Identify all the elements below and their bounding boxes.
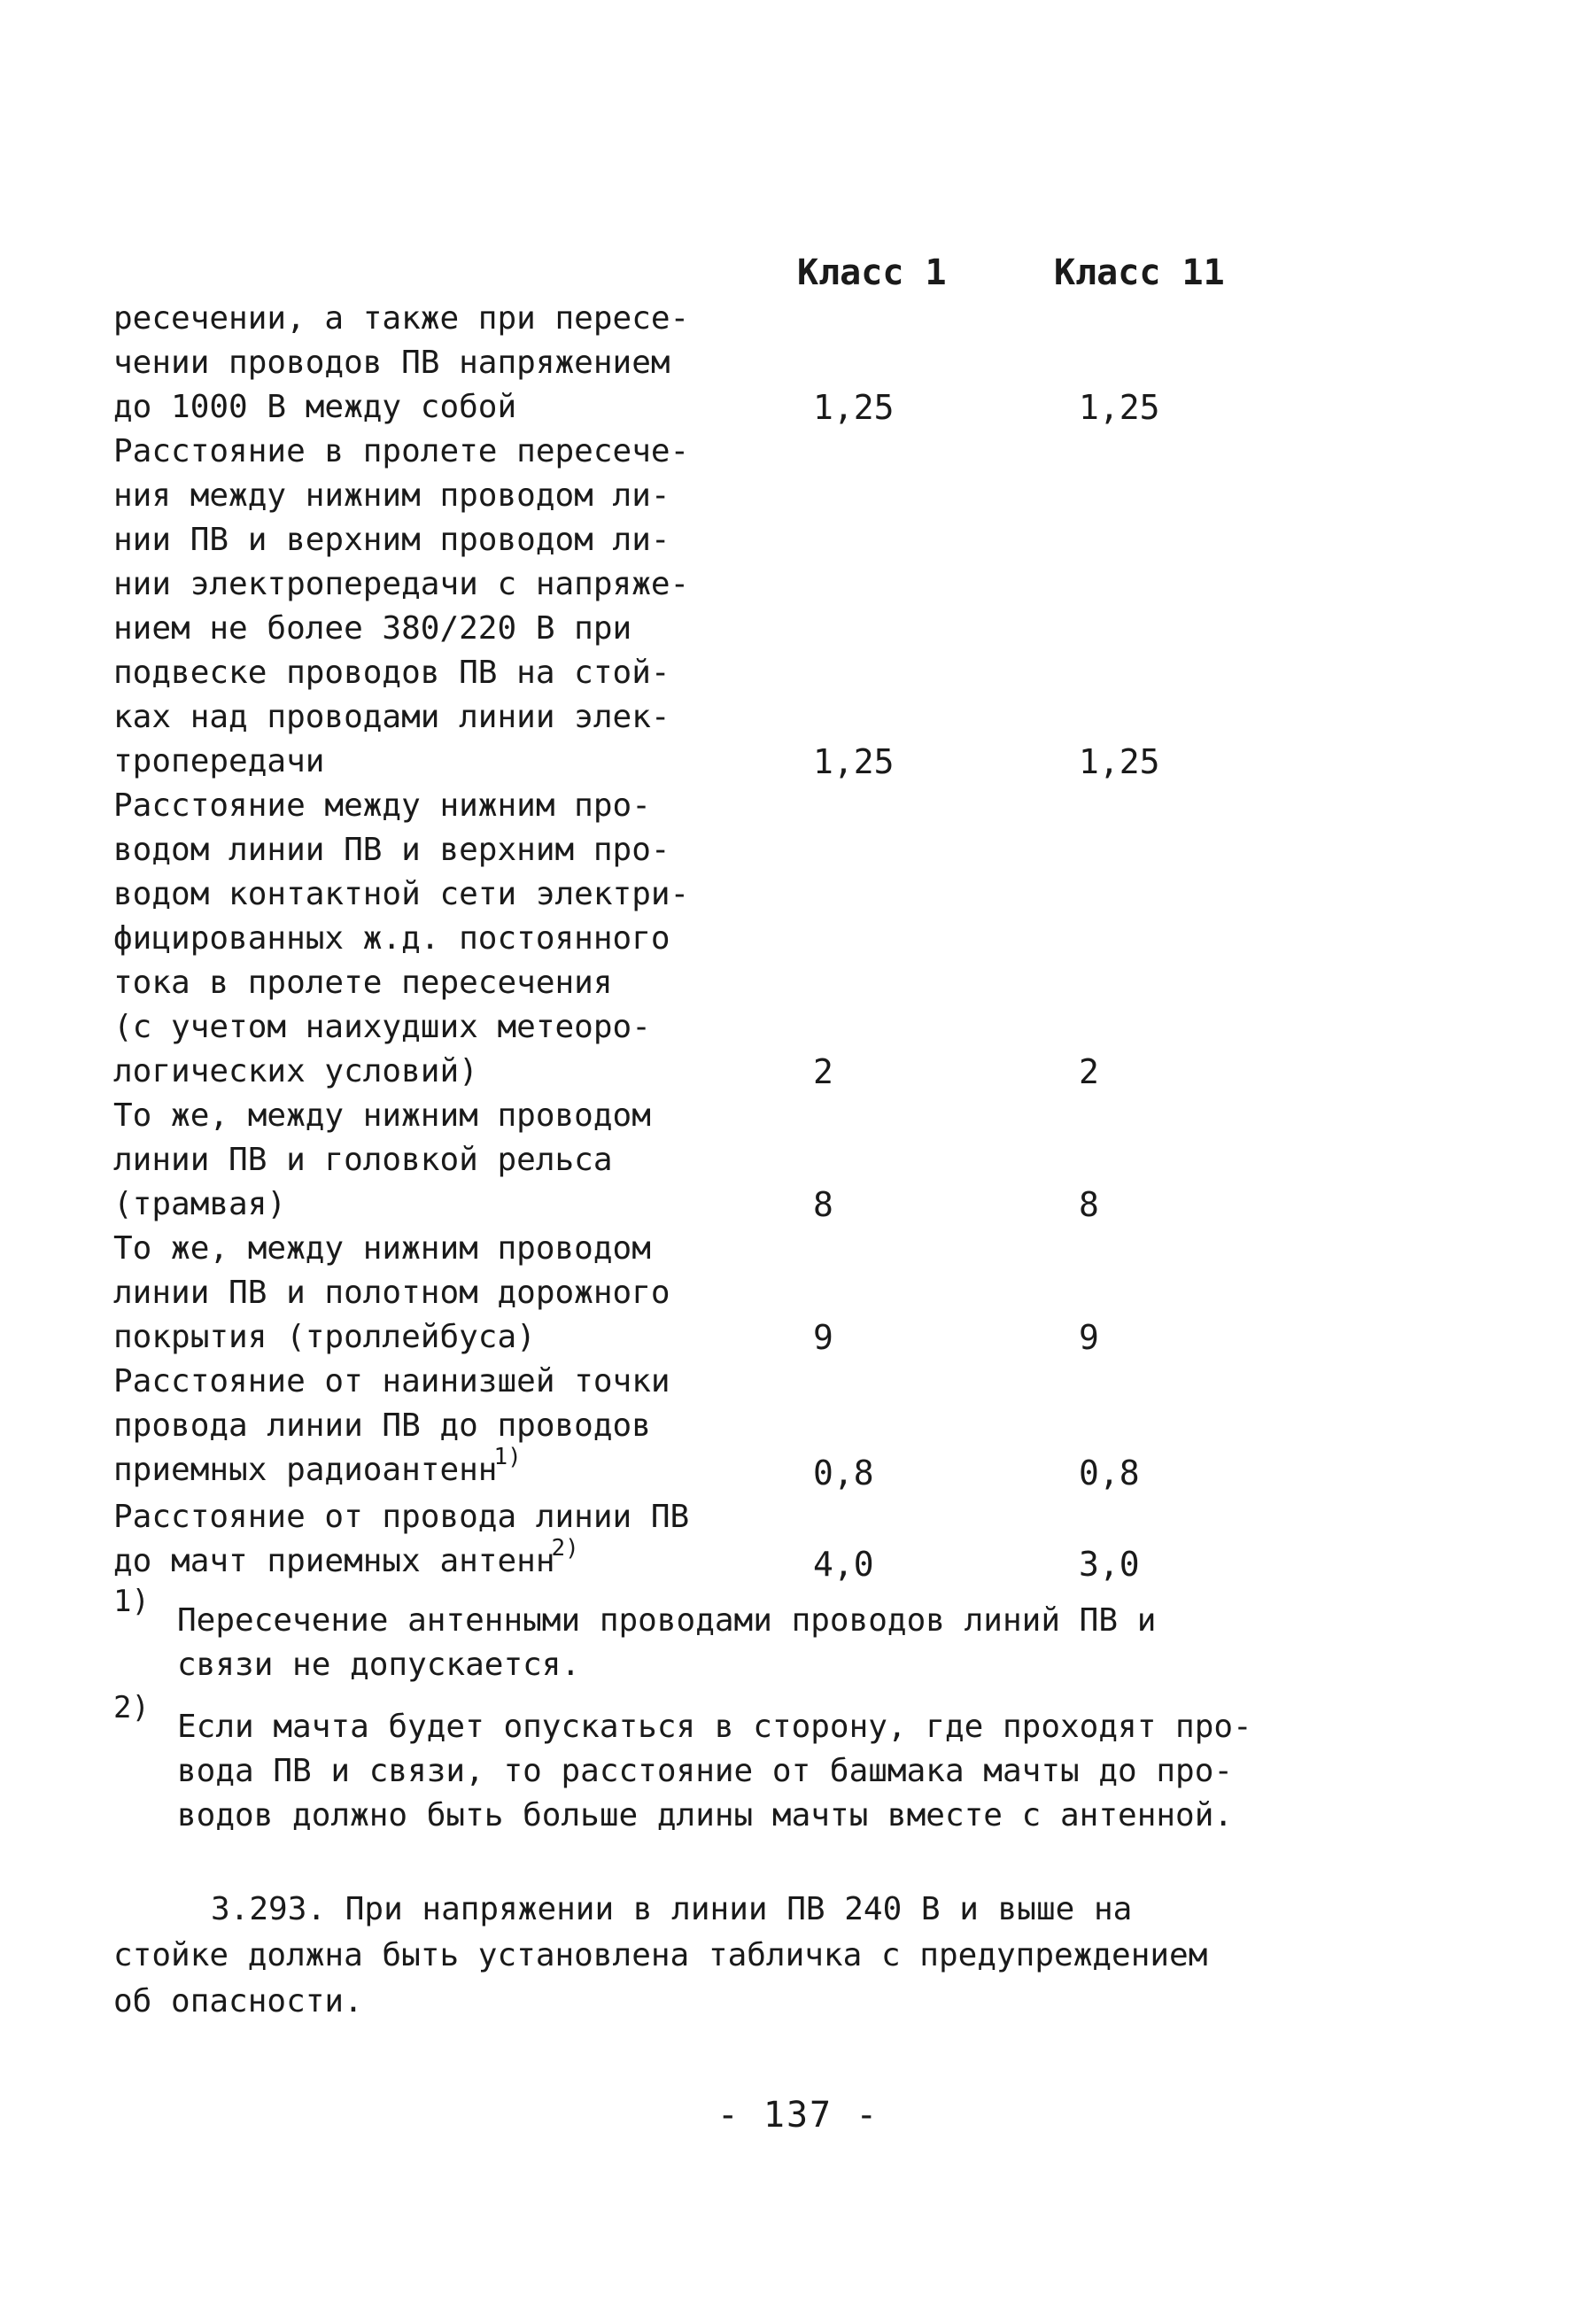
class-1-value: 2 bbox=[813, 1052, 833, 1091]
class-1-value: 4,0 bbox=[813, 1545, 874, 1584]
description-line: Расстояние между нижним про- bbox=[113, 787, 651, 824]
description-line: Расстояние в пролете пересече- bbox=[113, 433, 690, 469]
row-description bbox=[113, 1360, 733, 1495]
description-line: нии электропередачи с напряже- bbox=[113, 566, 690, 602]
description-line: То же, между нижним проводом bbox=[113, 1230, 651, 1267]
row-description bbox=[113, 1227, 733, 1360]
class-1-value: 8 bbox=[813, 1185, 833, 1224]
row-description bbox=[113, 1495, 733, 1586]
description-line: нием не более 380/220 В при bbox=[113, 610, 632, 647]
table-row bbox=[113, 430, 1530, 784]
class-11-value: 3,0 bbox=[1079, 1545, 1140, 1584]
table-row bbox=[113, 1227, 1530, 1360]
class-11-value: 0,8 bbox=[1079, 1454, 1140, 1492]
description-line: покрытия (троллейбуса) bbox=[113, 1319, 536, 1355]
table-row bbox=[113, 1495, 1530, 1586]
footnote-mark: 2) bbox=[113, 1690, 150, 1725]
description-line: фицированных ж.д. постоянного bbox=[113, 920, 670, 957]
description-line: тропередачи bbox=[113, 743, 325, 779]
class-1-value: 9 bbox=[813, 1318, 833, 1357]
page-number: - 137 - bbox=[717, 2095, 879, 2136]
footnote-line: водов должно быть больше длины мачты вместе с антенной. bbox=[177, 1797, 1234, 1833]
description-line: Расстояние от наинизшей точки bbox=[113, 1363, 670, 1399]
description-line: ках над проводами линии элек- bbox=[113, 699, 670, 735]
class-11-value: 8 bbox=[1079, 1185, 1099, 1224]
description-line: водом контактной сети электри- bbox=[113, 876, 690, 912]
table-row bbox=[113, 1360, 1530, 1495]
description-line: нии ПВ и верхним проводом ли- bbox=[113, 522, 670, 558]
class-11-value: 9 bbox=[1079, 1318, 1099, 1357]
description-line: логических условий) bbox=[113, 1053, 478, 1089]
class-11-value: 1,25 bbox=[1079, 742, 1160, 781]
row-description bbox=[113, 1094, 733, 1227]
description-line: подвеске проводов ПВ на стой- bbox=[113, 655, 670, 691]
description-text: приемных радиоантенн bbox=[113, 1452, 498, 1488]
column-header-class-11: Класс 11 bbox=[1054, 252, 1225, 293]
description-line: То же, между нижним проводом bbox=[113, 1097, 651, 1134]
class-1-value: 1,25 bbox=[813, 388, 895, 427]
description-line: до 1000 В между собой bbox=[113, 389, 517, 425]
column-header-class-1: Класс 1 bbox=[797, 252, 947, 293]
description-line: тока в пролете пересечения bbox=[113, 965, 613, 1001]
row-description bbox=[113, 297, 733, 430]
footnote bbox=[113, 1690, 1353, 1838]
footnote-line: вода ПВ и связи, то расстояние от башмака мачты до про- bbox=[177, 1753, 1234, 1789]
footnote-line: связи не допускается. bbox=[177, 1647, 581, 1683]
footnotes bbox=[113, 1584, 1353, 1856]
table-row bbox=[113, 784, 1530, 1094]
footnote-line: Если мачта будет опускаться в сторону, где проходят про- bbox=[177, 1709, 1252, 1745]
paragraph-line: об опасности. bbox=[113, 1983, 363, 2020]
description-line: линии ПВ и полотном дорожного bbox=[113, 1275, 670, 1311]
footnote-text bbox=[113, 1705, 1353, 1838]
class-11-value: 1,25 bbox=[1079, 388, 1160, 427]
description-line: провода линии ПВ до проводов bbox=[113, 1407, 651, 1444]
class-1-value: 1,25 bbox=[813, 742, 895, 781]
section-paragraph bbox=[113, 1887, 1442, 2025]
class-11-value: 2 bbox=[1079, 1052, 1099, 1091]
footnote-reference: 1) bbox=[493, 1444, 522, 1470]
description-text: до мачт приемных антенн bbox=[113, 1543, 555, 1579]
description-line: чении проводов ПВ напряжением bbox=[113, 345, 670, 381]
description-line: (с учетом наихудших метеоро- bbox=[113, 1009, 651, 1045]
row-description bbox=[113, 784, 733, 1094]
description-line: ресечении, а также при пересе- bbox=[113, 300, 690, 337]
row-description bbox=[113, 430, 733, 784]
footnote-text bbox=[113, 1599, 1353, 1687]
description-line bbox=[113, 1444, 733, 1495]
clearance-table bbox=[113, 297, 1530, 1586]
class-1-value: 0,8 bbox=[813, 1454, 874, 1492]
description-line: ния между нижним проводом ли- bbox=[113, 477, 670, 514]
footnote-reference: 2) bbox=[551, 1535, 579, 1562]
footnote-line: Пересечение антенными проводами проводов линий ПВ и bbox=[177, 1602, 1157, 1639]
description-line: Расстояние от провода линии ПВ bbox=[113, 1499, 690, 1535]
table-row bbox=[113, 1094, 1530, 1227]
description-line: линии ПВ и головкой рельса bbox=[113, 1142, 613, 1178]
description-line: (трамвая) bbox=[113, 1186, 287, 1222]
paragraph-line: 3.293. При напряжении в линии ПВ 240 В и выше на bbox=[211, 1891, 1133, 1927]
description-line: водом линии ПВ и верхним про- bbox=[113, 832, 670, 868]
table-row bbox=[113, 297, 1530, 430]
footnote-mark: 1) bbox=[113, 1584, 150, 1619]
footnote bbox=[113, 1584, 1353, 1687]
description-line bbox=[113, 1535, 733, 1586]
paragraph-line: стойке должна быть установлена табличка с предупреждением bbox=[113, 1937, 1208, 1973]
